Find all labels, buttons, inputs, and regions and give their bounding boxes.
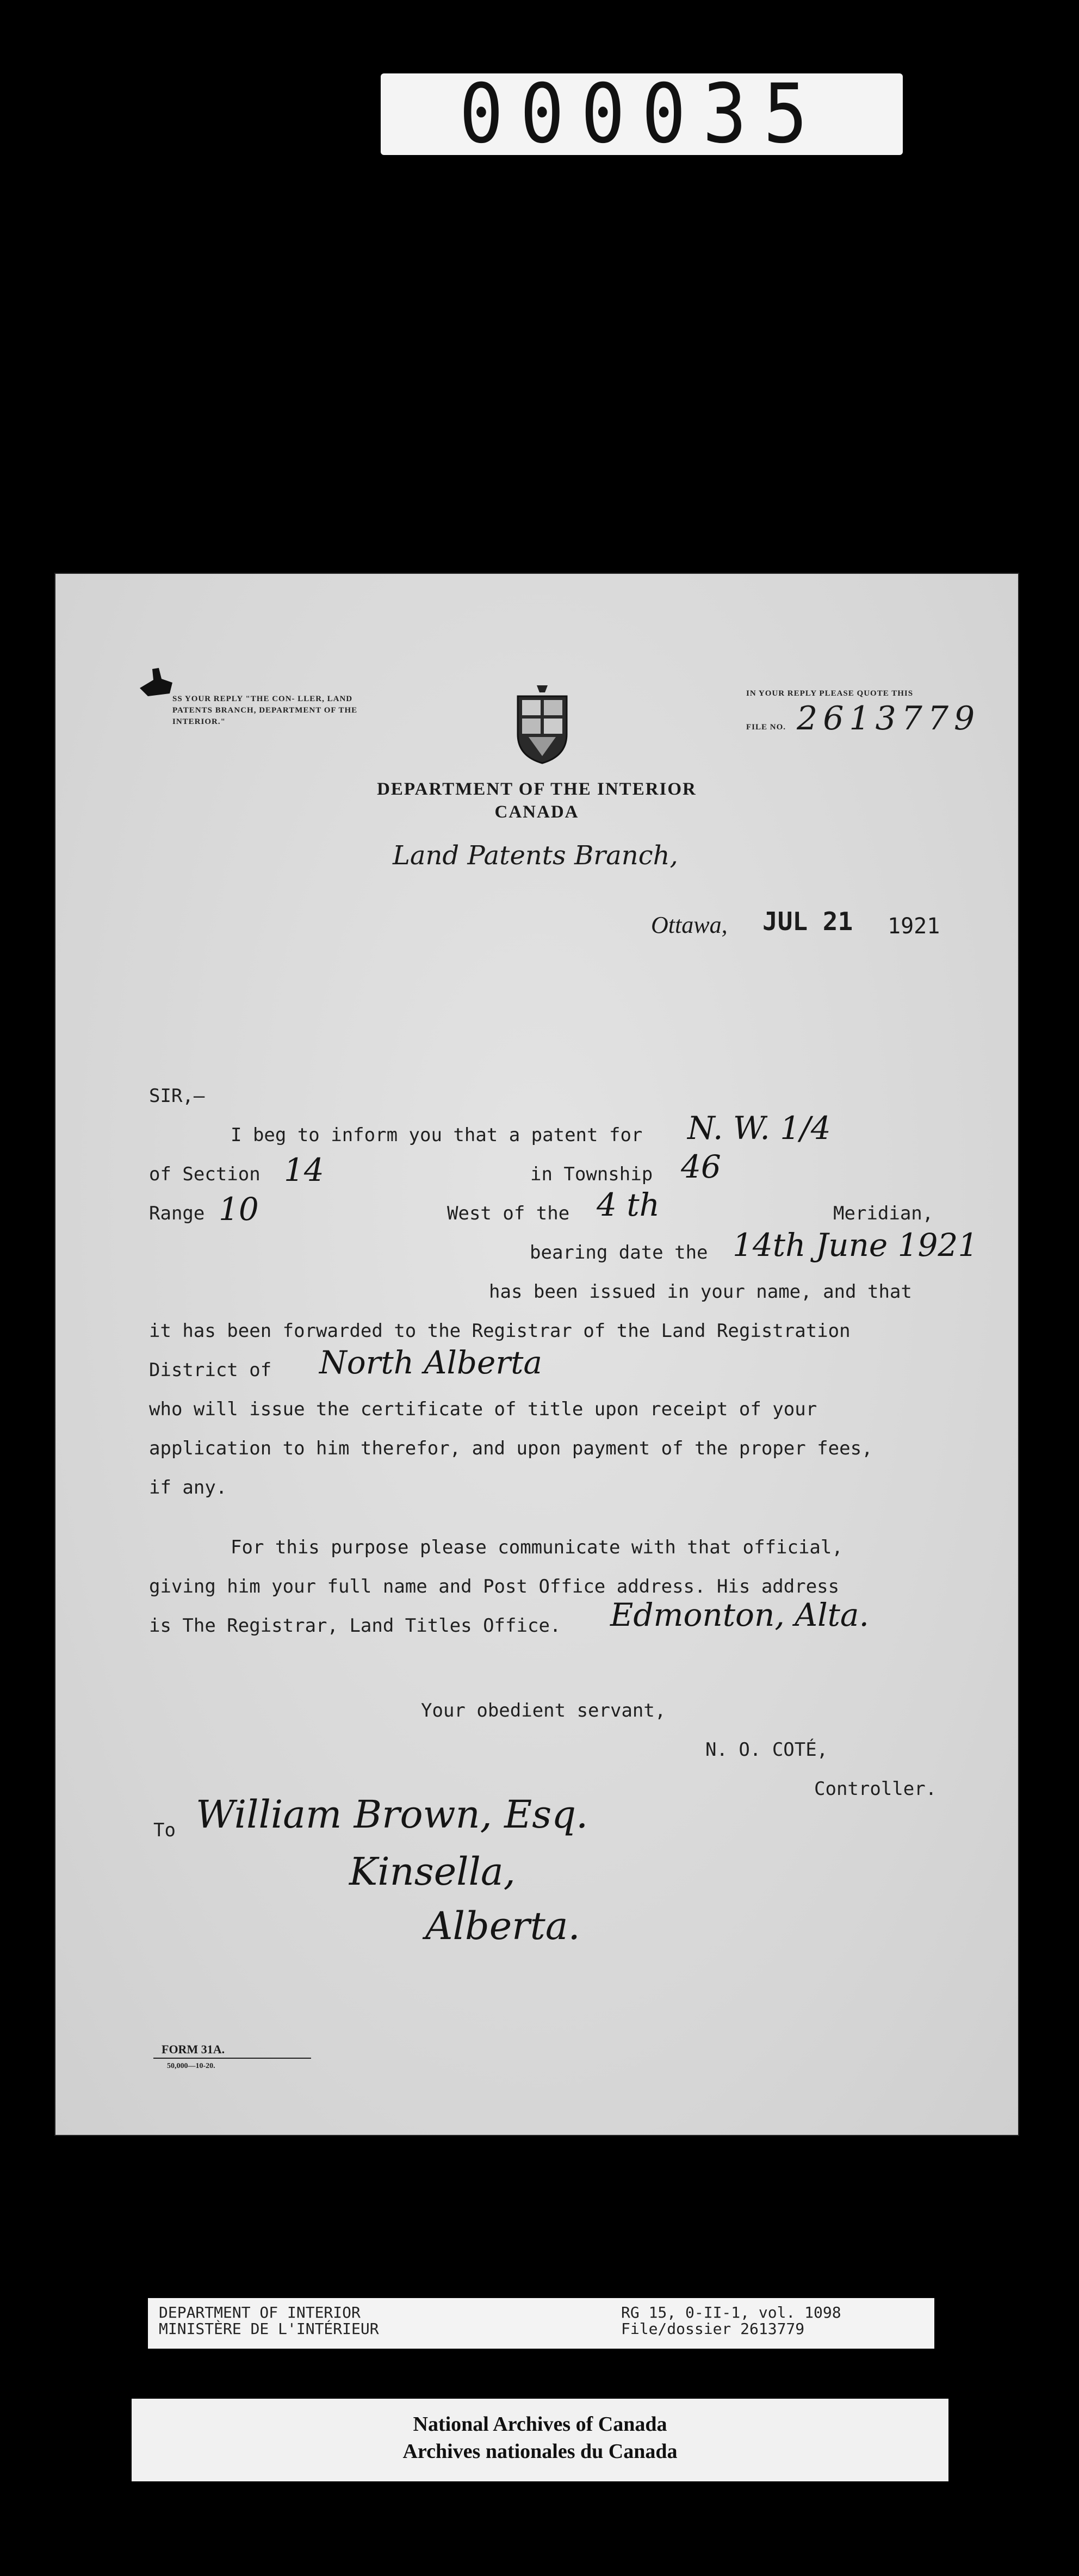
date-stamp: JUL 21 (762, 907, 853, 936)
frame-number-label (381, 67, 903, 162)
national-archives-banner (132, 2399, 948, 2481)
registrar-line: is The Registrar, Land Titles Office. (149, 1615, 561, 1637)
patent-intro: I beg to inform you that a patent for (231, 1124, 643, 1146)
file-number: 2613779 (797, 699, 981, 738)
range-value: 10 (219, 1191, 259, 1228)
district-value: North Alberta (319, 1344, 542, 1381)
township-label: in Township (530, 1163, 653, 1185)
section-label: of Section (149, 1163, 261, 1185)
archive-dept-en: DEPARTMENT OF INTERIOR (159, 2303, 361, 2321)
district-label: District of (149, 1359, 272, 1381)
archives-name-en: National Archives of Canada (413, 2413, 667, 2436)
addressee-province: Alberta. (425, 1904, 580, 1948)
archive-file: File/dossier 2613779 (621, 2320, 805, 2338)
frame-number: 000035 (459, 67, 824, 162)
meridian-value: 4 th (597, 1186, 660, 1223)
range-label: Range (149, 1203, 205, 1224)
signer-title: Controller. (814, 1778, 937, 1800)
registrar-place: Edmonton, Alta. (610, 1596, 869, 1633)
closing: Your obedient servant, (421, 1700, 666, 1722)
purpose-line: For this purpose please communicate with that official, (231, 1537, 843, 1558)
archive-reference-label (148, 2298, 934, 2349)
letter-page (55, 574, 1018, 2135)
bearing-label: bearing date the (530, 1242, 708, 1264)
country-name: CANADA (494, 802, 579, 822)
coat-of-arms-icon (512, 683, 572, 764)
forwarded-line: it has been forwarded to the Registrar of the Land Registration (149, 1320, 851, 1342)
section-value: 14 (284, 1151, 324, 1188)
file-no-label: FILE NO. (746, 723, 786, 732)
form-label: FORM 31A. (162, 2042, 225, 2056)
addressee-town: Kinsella, (349, 1849, 516, 1894)
who-line: who will issue the certificate of title upon receipt of your (149, 1398, 817, 1420)
form-divider (153, 2058, 311, 2059)
reply-instruction: SS YOUR REPLY "THE CON- LLER, LAND PATENTS BRANCH, DEPARTMENT OF THE INTERIOR." (172, 695, 358, 726)
salutation: SIR,— (149, 1085, 205, 1107)
hand-pointer-icon (137, 664, 175, 702)
giving-line: giving him your full name and Post Office address. His address (149, 1576, 840, 1597)
patent-quarter: N. W. 1/4 (687, 1110, 831, 1147)
addressee-name: William Brown, Esq. (196, 1792, 588, 1837)
bearing-date: 14th June 1921 (733, 1227, 978, 1264)
date-stamp-year: 1921 (888, 914, 940, 939)
to-label: To (153, 1819, 176, 1841)
issued-line: has been issued in your name, and that (489, 1281, 912, 1303)
meridian-label: Meridian, (833, 1203, 934, 1224)
west-label: West of the (447, 1203, 570, 1224)
form-code: 50,000—10-20. (167, 2062, 215, 2070)
if-any-line: if any. (149, 1477, 227, 1498)
archive-reference: RG 15, 0-II-1, vol. 1098 (621, 2303, 841, 2321)
department-heading (55, 778, 1018, 823)
application-line: application to him therefor, and upon payment of the proper fees, (149, 1438, 873, 1459)
department-name: DEPARTMENT OF THE INTERIOR (377, 779, 697, 799)
township-value: 46 (681, 1148, 721, 1185)
branch-name: Land Patents Branch, (393, 840, 678, 871)
file-reference (746, 688, 1007, 738)
archives-name-fr: Archives nationales du Canada (402, 2440, 678, 2463)
archive-dept-fr: MINISTÈRE DE L'INTÉRIEUR (159, 2320, 379, 2338)
city: Ottawa, (651, 912, 728, 938)
file-quote-label: IN YOUR REPLY PLEASE QUOTE THIS (746, 689, 914, 698)
signer-name: N. O. COTÉ, (705, 1739, 828, 1761)
